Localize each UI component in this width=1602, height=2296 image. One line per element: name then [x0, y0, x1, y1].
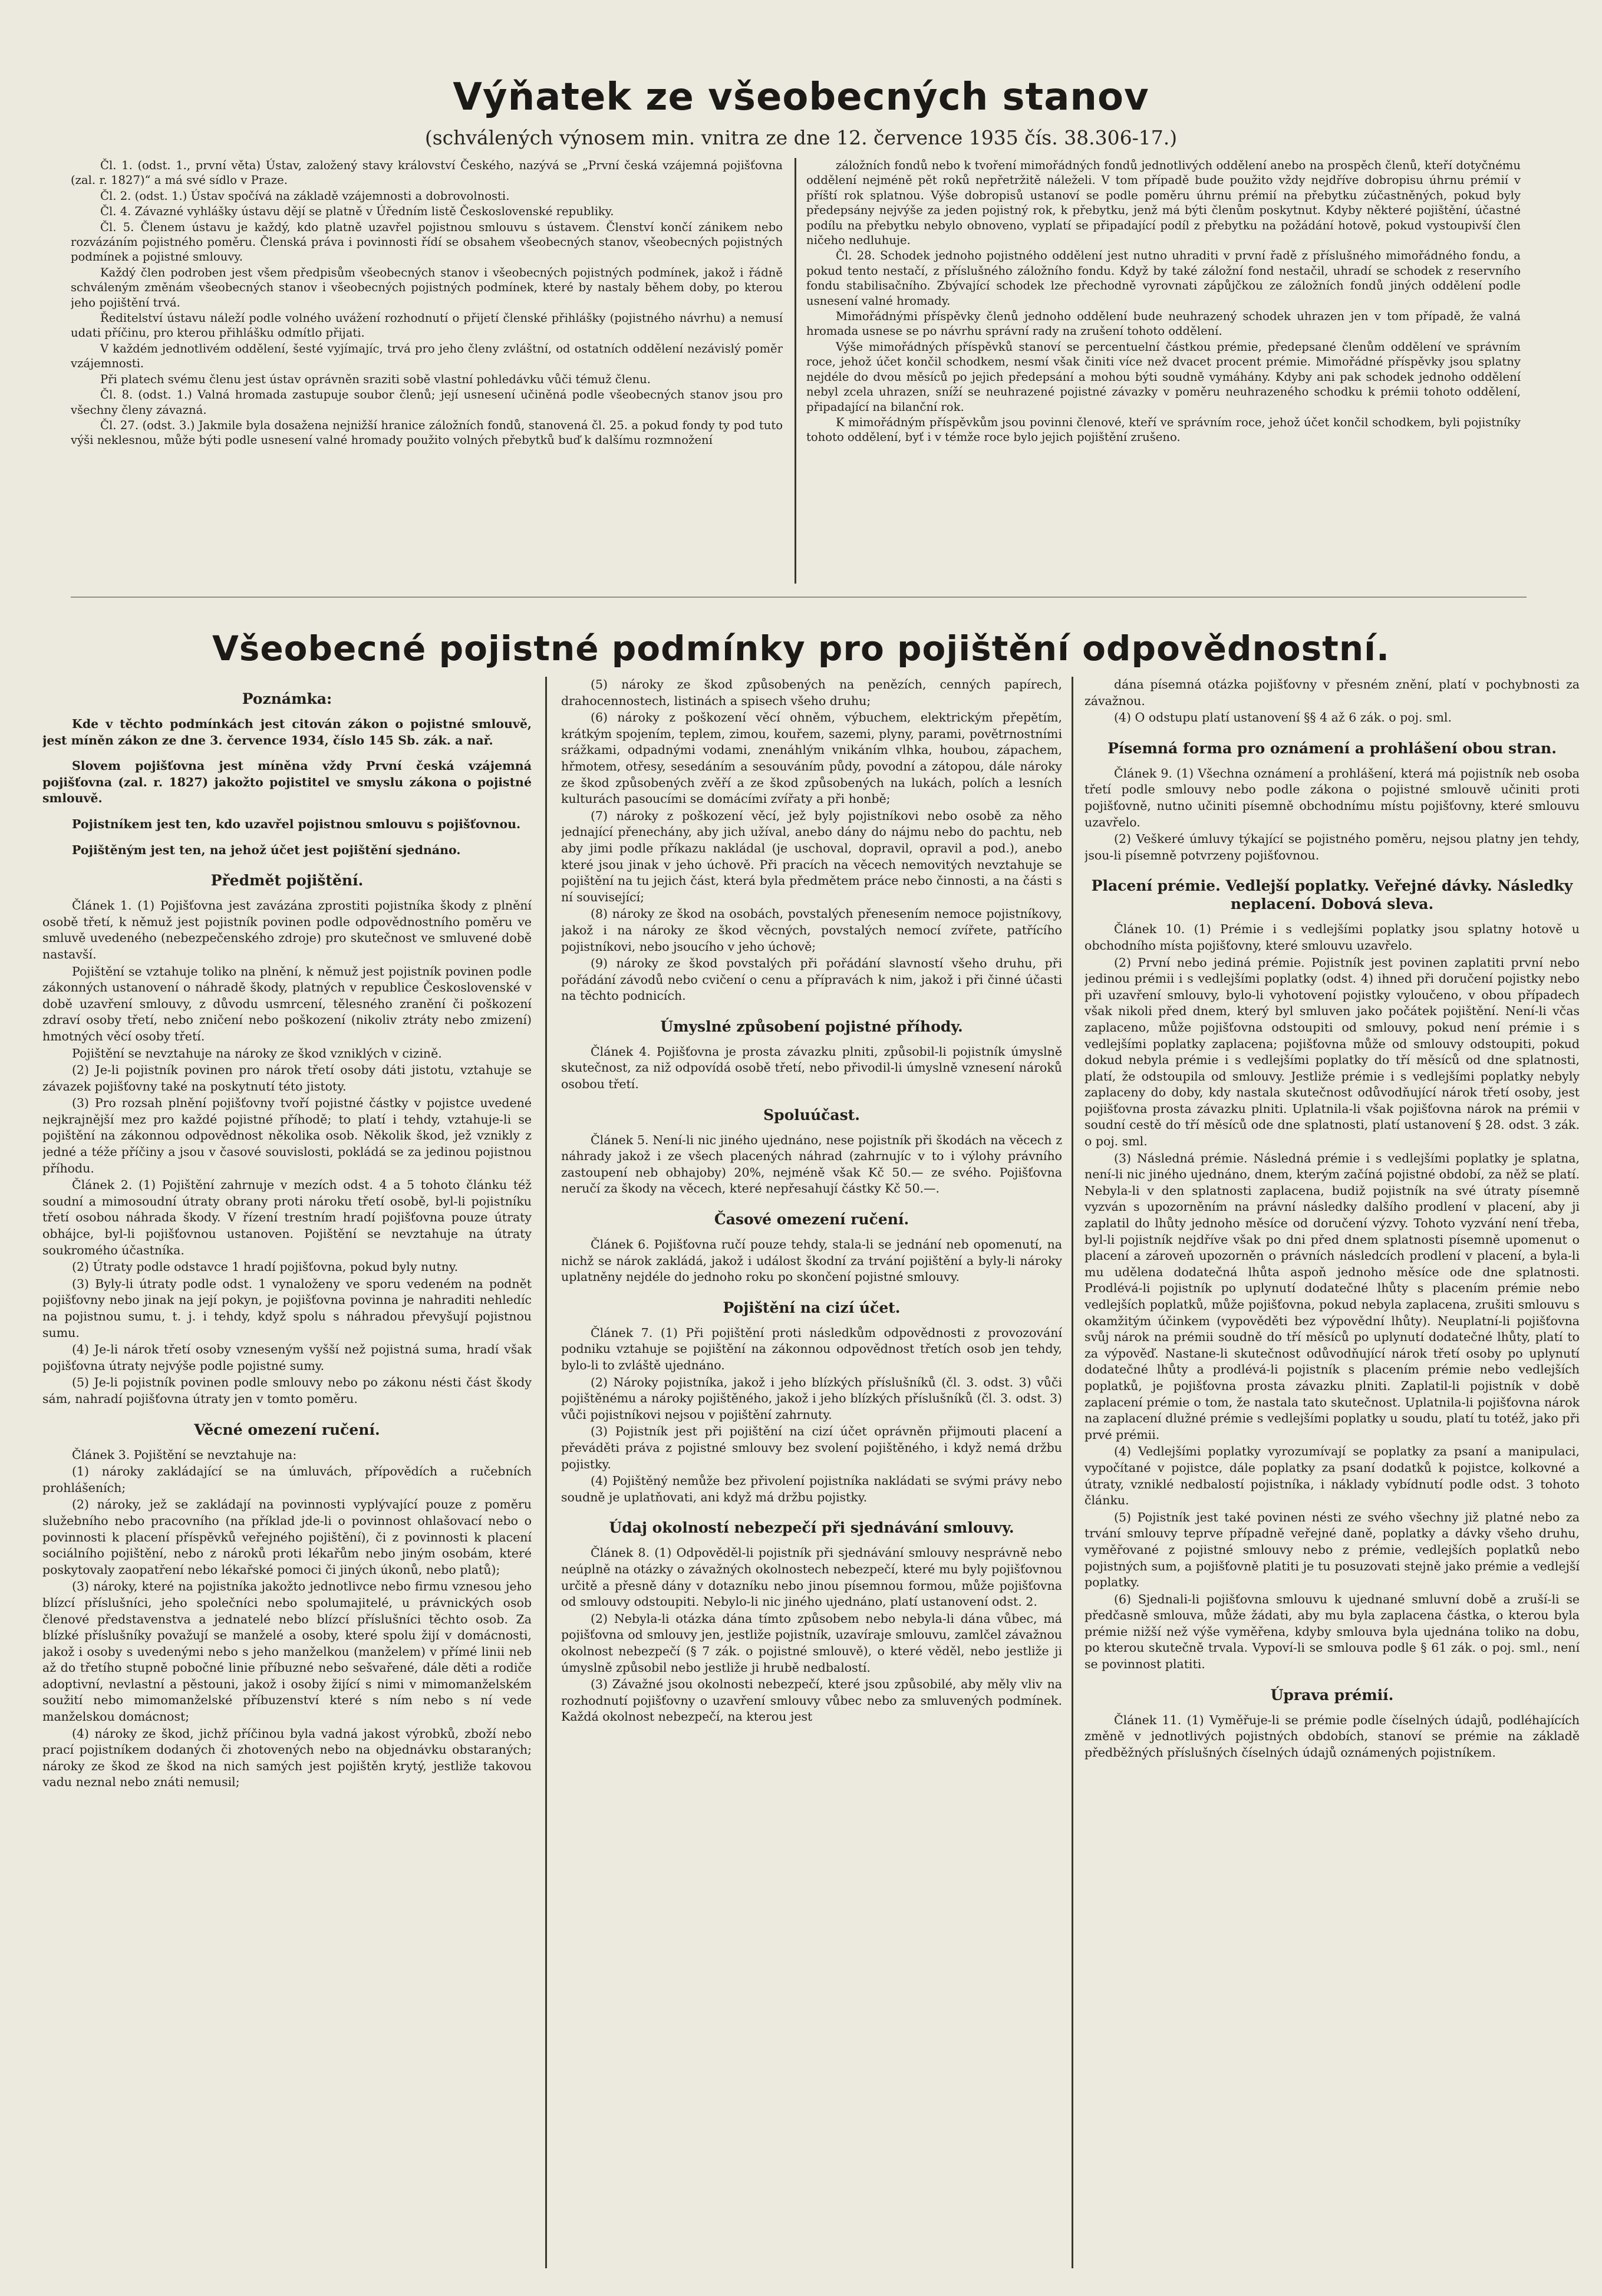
excerpt-subtitle: (schválených výnosem min. vnitra ze dne 12. července 1935 čís. 38.306-17.): [424, 126, 1178, 149]
article-paragraph: Článek 11. (1) Vyměřuje-li se prémie podle číselných údajů, podléhajících změně v jednotlivých pojistných obdobích, stanoví se prémie na základě předběžných příslušných číselných údajů oznámených pojistníkem.: [1085, 1712, 1580, 1760]
article-paragraph: (3) nároky, které na pojistníka jakožto jednotlivce nebo firmu vznesou jeho blízcí příslušníci, jeho společníci nebo spolumajitelé, u právnických osob členové představenstva a jednatelé nebo blízcí příslušníci těchto osob. Za blízké příslušníky považují se manželé a osoby, které spolu žijí v domácnosti, jakož i osoby s uvedenými nebo s jeho manželkou (manželem) v přímé linii neb až do třetího stupně pobočné linie příbuzné nebo sešvařené, dále děti a rodiče adoptivní, nevlastní a pěstouni, jakož i osoby žijící s nimi v mimomanželském soužití nebo mimomanželské příbuzenství které s ním nebo s ní vede manželskou domácnost;: [42, 1579, 532, 1724]
conditions-column-1: [42, 677, 532, 2274]
column-rule-1: [545, 677, 547, 2268]
note-paragraph: Kde v těchto podmínkách jest citován zákon o pojistné smlouvě, jest míněn zákon ze dne 3. července 1934, číslo 145 Sb. zák. a nař.: [42, 717, 532, 747]
article-paragraph: (5) Pojistník jest také povinen nésti ze svého všechny již platné nebo za trvání smlouvy teprve případně veřejné daně, poplatky a dávky všeho druhu, vyměřované z pojistné smlouvy nebo z prémie, vedlejších poplatků nebo pojistných sum, a pojišťovně platiti je tu posuzovati stejně jako prémie a vedlejší poplatky.: [1085, 1510, 1580, 1590]
article-paragraph: (4) O odstupu platí ustanovení §§ 4 až 6 zák. o poj. sml.: [1114, 710, 1452, 725]
article-paragraph: Článek 4. Pojišťovna je prosta závazku plniti, způsobil-li pojistník úmyslně skutečnost, za niž odpovídá osobě třetí, nebo přivodil-li úmyslně vznesení nároků osobou třetí.: [561, 1044, 1062, 1092]
article-paragraph: (1) nároky zakládající se na úmluvách, přípovědích a ručebních prohlášeních;: [42, 1464, 532, 1495]
article-paragraph: Článek 7. (1) Při pojištění proti následkům odpovědnosti z provozování podniku vztahuje se pojištění na zákonnou odpovědnost třetích osob jen tehdy, bylo-li to zvláště ujednáno.: [561, 1325, 1062, 1372]
section-heading: Poznámka:: [242, 690, 332, 707]
statute-paragraph: Mimořádnými příspěvky členů jednoho oddělení bude neuhrazený schodek uhrazen jen v tom případě, že valná hromada usnese se po návrhu správní rady na zrušení tohoto oddělení.: [806, 309, 1521, 338]
statute-paragraph: Výše mimořádných příspěvků stanoví se percentuelní částkou prémie, předepsané členům oddělení ve správním roce, jehož účet končil schodkem, nesmí však činiti více než dvacet procent prémie. Mimořádné příspěvky jsou splatny nejdéle do dvou měsíců po jejich předepsání a mohou býti soudně vymáhány. Kdyby ani pak schodek jednoho oddělení nebyl zcela uhrazen, sníží se neuhrazené pojistné závazky v poměru neuhrazeného schodku k prémii tohoto oddělení, připadající na bilanční rok.: [806, 340, 1521, 414]
section-divider: [71, 597, 1527, 598]
statute-paragraph: V každém jednotlivém oddělení, šesté vyjímajíc, trvá pro jeho členy zvláštní, od ostatních oddělení nezávislý poměr vzájemnosti.: [71, 341, 783, 371]
article-paragraph: (3) Závažné jsou okolnosti nebezpečí, které jsou způsobilé, aby měly vliv na rozhodnutí pojišťovny o uzavření smlouvy vůbec nebo za smluvených podmínek. Každá okolnost nebezpečí, na kterou jest: [561, 1677, 1062, 1724]
conditions-column-2: [561, 677, 1062, 2274]
note-paragraph: Pojistníkem jest ten, kdo uzavřel pojistnou smlouvu s pojišťovnou.: [72, 816, 521, 831]
article-paragraph: (4) nároky ze škod, jichž příčinou byla vadná jakost výrobků, zboží nebo prací pojistníkem dodaných či zhotovených nebo na objednávku obstaraných; nároky ze škod ze škod na nich samých jest pojištěn krytý, jestliže takovou vadu neznal nebo znáti nemusil;: [42, 1726, 532, 1790]
article-paragraph: (3) Pojistník jest při pojištění na cizí účet oprávněn přijmouti placení a převáděti práva z pojistné smlouvy bez svolení pojištěného, i když nemá držbu pojistky.: [561, 1424, 1062, 1471]
statute-paragraph: Čl. 27. (odst. 3.) Jakmile byla dosažena nejnižší hranice záložních fondů, stanovená čl. 25. a pokud fondy ty pod tuto výši neklesnou, může býti podle usnesení valné hromady použito volných přebytků buď k dalšímu rozmnožení: [71, 418, 783, 447]
article-paragraph: (3) Následná prémie. Následná prémie i s vedlejšími poplatky je splatna, není-li nic jiného ujednáno, dnem, kterým začíná pojistné období, za něž se platí. Nebyla-li v den splatnosti zaplacena, budiž pojistník na své útraty písemně vyzván s upozorněním na právní následky dalšího prodlení v placení, aby ji zaplatil do lhůty jednoho měsíce od doručení výzvy. Tohoto vyzvání není třeba, byl-li pojistník nejdříve však po dni před dnem splatnosti písemně upomenut o placení a zároveň upozorněn o právních následcích prodlení v placení, a byla-li mu udělena dodatečná lhůta aspoň jednoho měsíce ode dne splatnosti. Prodlévá-li pojistník po uplynutí dodatečné lhůty s placením prémie nebo vedlejších poplatků, může pojišťovna, pokud nebyla zaplacena, zrušiti smlouvu s okamžitým účinkem (vypověděti bez výpovědní lhůty). Neuplatní-li pojišťovna svůj nárok na prémii soudně do tří měsíců po uplynutí dodatečné lhůty, platí to za výpověď. Nastane-li skutečnost odůvodňující nárok třetí osoby po uplynutí dodatečné lhůty a prodlévá-li pojistník s placením prémie nebo vedlejších poplatků, je pojišťovna prosta závazku plniti. Zaplatil-li pojistník v době zaplacení prémie o tom, že nastala tato skutečnost. Uplatnila-li pojišťovna nárok na zaplacení dlužné prémie s vedlejšími poplatky u soudu, platí tu totéž, jako při prvé prémii.: [1085, 1151, 1580, 1442]
statute-paragraph: Při platech svému členu jest ústav oprávněn sraziti sobě vlastní pohledávku vůči témuž členu.: [100, 372, 651, 386]
statute-paragraph: Ředitelství ústavu náleží podle volného uvážení rozhodnutí o přijetí členské přihlášky (pojistného návrhu) a nemusí udati příčinu, pro kterou přihlášku odmítlo přijati.: [71, 311, 783, 340]
excerpt-column-rule: [795, 158, 796, 584]
article-paragraph: Článek 1. (1) Pojišťovna jest zavázána zprostiti pojistníka škody z plnění osobě třetí, k němuž jest pojistník povinen podle odpovědnostního poměru ve smluvě uvedeného (nebezpečenského zdroje) pro skutečnost ve smluvené době nastavší.: [42, 898, 532, 961]
section-heading: Písemná forma pro oznámení a prohlášení obou stran.: [1107, 739, 1557, 757]
article-paragraph: Článek 10. (1) Prémie i s vedlejšími poplatky jsou splatny hotově u obchodního místa pojišťovny, které smlouvu uzavřelo.: [1085, 922, 1580, 953]
article-paragraph: (3) Pro rozsah plnění pojišťovny tvoří pojistné částky v pojistce uvedené nejkrajnější mez pro každé pojistné příhodě; to platí i tehdy, vztahuje-li se pojištění na zákonnou odpovědnost několika osob. Několik škod, jež vznikly z jedné a téže příčiny a jsou v časové souvislosti, pokládá se za jedinou pojistnou příhodu.: [42, 1096, 532, 1175]
statute-paragraph: Čl. 2. (odst. 1.) Ústav spočívá na základě vzájemnosti a dobrovolnosti.: [100, 189, 510, 203]
section-heading: Předmět pojištění.: [210, 872, 364, 890]
article-paragraph: (5) Je-li pojistník povinen podle smlouvy nebo po zákonu nésti část škody sám, nahradí pojišťovna útraty jen v tomto poměru.: [42, 1375, 532, 1406]
column-rule-2: [1072, 677, 1073, 2268]
section-heading: Úprava prémií.: [1270, 1686, 1394, 1704]
conditions-column-3: [1085, 677, 1580, 2274]
article-paragraph: Článek 6. Pojišťovna ručí pouze tehdy, stala-li se jednání neb opomenutí, na nichž se nárok zakládá, jakož i událost škodní za trvání pojištění a byly-li nároky uplatněny nejdéle do jednoho roku po skončení pojistné smlouvy.: [561, 1237, 1062, 1284]
article-paragraph: (2) První nebo jediná prémie. Pojistník jest povinen zaplatiti první nebo jedinou prémii i s vedlejšími poplatky (odst. 4) ihned při doručení pojistky nebo při uzavření smlouvy, bylo-li vyhotovení pojistky vyloučeno, v obou případech však nikoli před dnem, který byl smluven jako počátek pojištění. Není-li včas zaplaceno, může pojišťovna odstoupiti od smlouvy, pokud není prémie i s vedlejšími poplatky zaplacena; pojišťovna může od smlouvy odstoupiti, pokud dokud nebyla prémie i s vedlejšími poplatky do tří měsíců od dne splatnosti, platí, že odstoupila od smlouvy. Jestliže prémie i s vedlejšími poplatky nebyly zaplaceny do doby, kdy nastala skutečnost odůvodňující nárok třetí osoby, jest pojišťovna prosta závazku plniti. Uplatnila-li však pojišťovna nárok na prémii v soudní cestě do tří měsíců ode dne splatnosti, platí ustanovení § 28. odst. 3 zák. o poj. sml.: [1085, 955, 1580, 1149]
article-paragraph: (5) nároky ze škod způsobených na penězích, cenných papírech, drahocennostech, listinách a spisech všeho druhu;: [561, 677, 1062, 708]
note-paragraph: Pojištěným jest ten, na jehož účet jest pojištění sjednáno.: [72, 842, 461, 857]
statute-paragraph: Každý člen podroben jest všem předpisům všeobecných stanov i všeobecných pojistných podmínek, jakož i řádně schváleným změnám všeobecných stanov i všeobecných pojistných podmínek, které by nastaly během doby, po kterou jeho pojištění trvá.: [71, 265, 783, 309]
statute-paragraph: Čl. 5. Členem ústavu je každý, kdo platně uzavřel pojistnou smlouvu s ústavem. Členství končí zánikem nebo rozvázáním pojistného poměru. Členská práva i povinnosti řídí se obsahem všeobecných stanov, všeobecných pojistných podmínek a pojistné smlouvy.: [71, 220, 783, 264]
article-paragraph: (4) Pojištěný nemůže bez přivolení pojistníka nakládati se svými právy nebo soudně je uplatňovati, ani když má držbu pojistky.: [561, 1474, 1062, 1504]
note-paragraph: Slovem pojišťovna jest míněna vždy První česká vzájemná pojišťovna (zal. r. 1827) jakožto pojistitel ve smyslu zákona o pojistné smlouvě.: [42, 759, 532, 806]
excerpt-title: Výňatek ze všeobecných stanov: [453, 75, 1149, 119]
article-paragraph: (2) Nebyla-li otázka dána tímto způsobem nebo nebyla-li dána vůbec, má pojišťovna od smlouvy jen, jestliže pojistník, uzavíraje smlouvu, zamlčel závažnou okolnost nebezpečí (§ 7 zák. o pojistné smlouvě), o které věděl, nebo jestliže ji úmyslně způsobil nebo jestliže ji hrubě nedbalostí.: [561, 1611, 1062, 1675]
article-paragraph: (9) nároky ze škod povstalých při pořádání slavností všeho druhu, při pořádání závodů nebo cvičení o cenu a přípravách k nim, jakož i při činné účasti na těchto podnicích.: [561, 956, 1062, 1003]
article-paragraph: (8) nároky ze škod na osobách, povstalých přenesením nemoce pojistníkovy, jakož i na nároky ze škod věcných, povstalých nemocí zvířete, patřícího pojistníkovi, nebo jsoucího v jeho úchově;: [561, 907, 1062, 954]
section-heading: Údaj okolností nebezpečí při sjednávání smlouvy.: [609, 1519, 1014, 1537]
statute-paragraph: Čl. 28. Schodek jednoho pojistného oddělení jest nutno uhraditi v první řadě z příslušného mimořádného fondu, a pokud tento nestačí, z příslušného záložního fondu. Když by také záložní fond nestačil, uhradí se schodek z reservního fondu stabilisačního. Zbývající schodek lze přechodně vyrovnati zápůjčkou ze záložních fondů jiných oddělení podle usnesení valné hromady.: [806, 249, 1521, 308]
statute-paragraph: Čl. 1. (odst. 1., první věta) Ústav, založený stavy království Českého, nazývá se „První česká vzájemná pojišťovna (zal. r. 1827)“ a má své sídlo v Praze.: [71, 159, 783, 187]
article-paragraph: Pojištění se nevztahuje na nároky ze škod vzniklých v cizině.: [72, 1046, 442, 1060]
excerpt-right-column: [806, 158, 1521, 585]
statute-paragraph: Čl. 8. (odst. 1.) Valná hromada zastupuje soubor členů; její usnesení učiněná podle všeobecných stanov jsou pro všechny členy závazná.: [71, 388, 783, 417]
article-paragraph: (2) Útraty podle odstavce 1 hradí pojišťovna, pokud byly nutny.: [72, 1260, 459, 1274]
section-heading: Placení prémie. Vedlejší poplatky. Veřejné dávky. Následky neplacení. Dobová sleva.: [1091, 877, 1573, 913]
article-paragraph: (4) Je-li nárok třetí osoby vzneseným vyšší než pojistná suma, hradí však pojišťovna útraty nejvýše podle pojistné sumy.: [42, 1342, 532, 1373]
section-heading: Spoluúčast.: [763, 1106, 860, 1124]
statute-paragraph: záložních fondů nebo k tvoření mimořádných fondů jednotlivých oddělení anebo na prospěch členů, kteří dotyčnému oddělení nejméně pět roků nepřetržitě náleželi. V tom případě bude použito vždy nejdříve dobropisu úhrnu prémií v příští rok splatnou. Výše dobropisů ustanoví se podle poměru úhrnu prémií na přebytku zúčastněných, pokud byly předepsány nejvýše za jeden pojistný rok, k přebytku, jenž má býti členům poskytnut. Kdyby některé pojištění, účastné podílu na přebytku nebylo obnoveno, vyplatí se připadající podíl z přebytku na požádání hotově, pokud vystoupivší člen ničeho nedluhuje.: [806, 159, 1521, 248]
article-paragraph: (2) Veškeré úmluvy týkající se pojistného poměru, nejsou platny jen tehdy, jsou-li písemně potvrzeny pojišťovnou.: [1085, 832, 1580, 862]
article-paragraph: (2) Je-li pojistník povinen pro nárok třetí osoby dáti jistotu, vztahuje se závazek pojišťovny také na poskytnutí této jistoty.: [42, 1063, 532, 1093]
article-paragraph: (6) Sjednali-li pojišťovna smlouvu k ujednané smluvní době a zruší-li se předčasně smlouva, může žádati, aby mu byla zaplacena částka, o kterou byla prémie nižší než výše vyměřena, kdyby smlouva byla ujednána toliko na dobu, po kterou skutečně trvala. Vypoví-li se smlouva podle § 61 zák. o poj. sml., není se povinnost platiti.: [1085, 1592, 1580, 1672]
excerpt-left-column: [71, 158, 783, 585]
section-title: Všeobecné pojistné podmínky pro pojištění odpovědnostní.: [212, 628, 1390, 668]
article-paragraph: Článek 5. Není-li nic jiného ujednáno, nese pojistník při škodách na věcech z náhrady jakož i ze všech placených náhrad (zahrnujíc v to i výlohy právního zastoupení neb obhajoby) 20%, nejméně však Kč 50.— ze svého. Pojišťovna neručí za škody na věcech, které nepřesahují částky Kč 50.—.: [561, 1132, 1062, 1196]
section-heading: Časové omezení ručení.: [714, 1211, 909, 1228]
article-paragraph: (7) nároky z poškození věcí, jež byly pojistníkovi nebo osobě za něho jednající přenechány, aby jich užíval, anebo dány do nájmu nebo do pachtu, neb aby jimi podle příkazu nakládal (je uschoval, dopravil, opravil a pod.), anebo které jsou jinak v jeho úchově. Při pracích na věcech nemovitých nevztahuje se pojištění na tu jejich část, která byla předmětem práce nebo činnosti, a na části s ní související;: [561, 808, 1062, 904]
article-paragraph: (4) Vedlejšími poplatky vyrozumívají se poplatky za psaní a manipulaci, vypočítané v pojistce, dále poplatky za psaní dodatků k pojistce, kolkovné a útraty, vzniklé nedbalostí pojistníka, i náklady vybídnutí podle odst. 3 tohoto článku.: [1085, 1444, 1580, 1508]
article-paragraph: (2) nároky, jež se zakládají na povinnosti vyplývající pouze z poměru služebního nebo pracovního (na příklad jde-li o povinnost ohlašovací nebo o povinnosti k placení příspěvků veřejného pojištění), či z povinnosti k placení sociálního pojištění, nebo z nároků proti lékařům nebo jiným osobám, které poskytovaly zaopatření nebo lékařské pomoci či jiných úkonů, nebo platů);: [42, 1497, 532, 1577]
statute-paragraph: Čl. 4. Závazné vyhlášky ústavu dějí se platně v Úředním listě Československé republiky.: [100, 205, 614, 219]
article-paragraph: Článek 9. (1) Všechna oznámení a prohlášení, která má pojistník neb osoba třetí podle smlouvy nebo podle zákona o pojistné smlouvě učiniti proti pojišťovně, nutno učiniti písemně obchodnímu místu pojišťovny, které smlouvu uzavřelo.: [1085, 766, 1580, 829]
article-paragraph: Článek 3. Pojištění se nevztahuje na:: [72, 1447, 297, 1462]
statute-paragraph: K mimořádným příspěvkům jsou povinni členové, kteří ve správním roce, jehož účet končil schodkem, byli pojistníky tohoto oddělení, byť i v témže roce bylo jejich pojištění zrušeno.: [806, 415, 1521, 444]
article-paragraph: (2) Nároky pojistníka, jakož i jeho blízkých příslušníků (čl. 3. odst. 3) vůči pojištěnému a nároky pojištěného, jakož i jeho blízkých příslušníků (čl. 3. odst. 3) vůči pojistníkovi nejsou v pojištění zahrnuty.: [561, 1375, 1062, 1422]
article-paragraph: Pojištění se vztahuje toliko na plnění, k němuž jest pojistník povinen podle zákonných ustanovení o náhradě škody, platných v republice Československé v době uzavření smlouvy, z důvodu usmrcení, tělesného zranění či poškození zdraví osoby třetí, nebo zničení nebo poškození (nikoliv ztráty nebo zmizení) hmotných věcí osoby třetí.: [42, 964, 532, 1043]
article-paragraph: (6) nároky z poškození věcí ohněm, výbuchem, elektrickým přepětím, krátkým spojením, teplem, zimou, kouřem, sazemi, plyny, parami, povětrnostními srážkami, odpadnými vodami, znenáhlým vnikáním vlhka, houbou, zápachem, hřmotem, otřesy, sesedáním a sesouváním půdy, povodní a zátopou, dále nároky ze škod způsobených zvěří a ze škod způsobených na lukách, polích a lesních kulturách pasoucími se domácími zvířaty a při honbě;: [561, 710, 1062, 806]
article-paragraph: Článek 8. (1) Odpověděl-li pojistník při sjednávání smlouvy nesprávně nebo neúplně na otázky o závažných okolnostech nebezpečí, které mu byly pojišťovnou určitě a přesně dány v dotazníku nebo jinou písemnou formou, může pojišťovna od smlouvy odstoupiti. Nebylo-li nic jiného ujednáno, platí ustanovení odst. 2.: [561, 1546, 1062, 1609]
section-heading: Pojištění na cizí účet.: [723, 1299, 901, 1316]
article-paragraph: Článek 2. (1) Pojištění zahrnuje v mezích odst. 4 a 5 tohoto článku též soudní a mimosoudní útraty obrany proti nároku třetí osobě, byl-li pojistníku třetí osobou náhrada škody. V řízení trestním hradí pojišťovna pouze útraty obhájce, byl-li pojišťovnou ustanoven. Pojištění se nevztahuje na útraty soukromého účastníka.: [42, 1178, 532, 1257]
article-paragraph: dána písemná otázka pojišťovny v přesném znění, platí v pochybnosti za závažnou.: [1085, 677, 1580, 708]
article-paragraph: (3) Byly-li útraty podle odst. 1 vynaloženy ve sporu vedeném na podnět pojišťovny nebo jinak na její pokyn, je pojišťovna povinna je nahraditi nehledíc na pojistnou sumu, t. j. i tehdy, když spolu s náhradou převyšují pojistnou sumu.: [42, 1276, 532, 1340]
section-heading: Úmyslné způsobení pojistné příhody.: [660, 1017, 963, 1035]
section-heading: Věcné omezení ručení.: [194, 1421, 380, 1438]
